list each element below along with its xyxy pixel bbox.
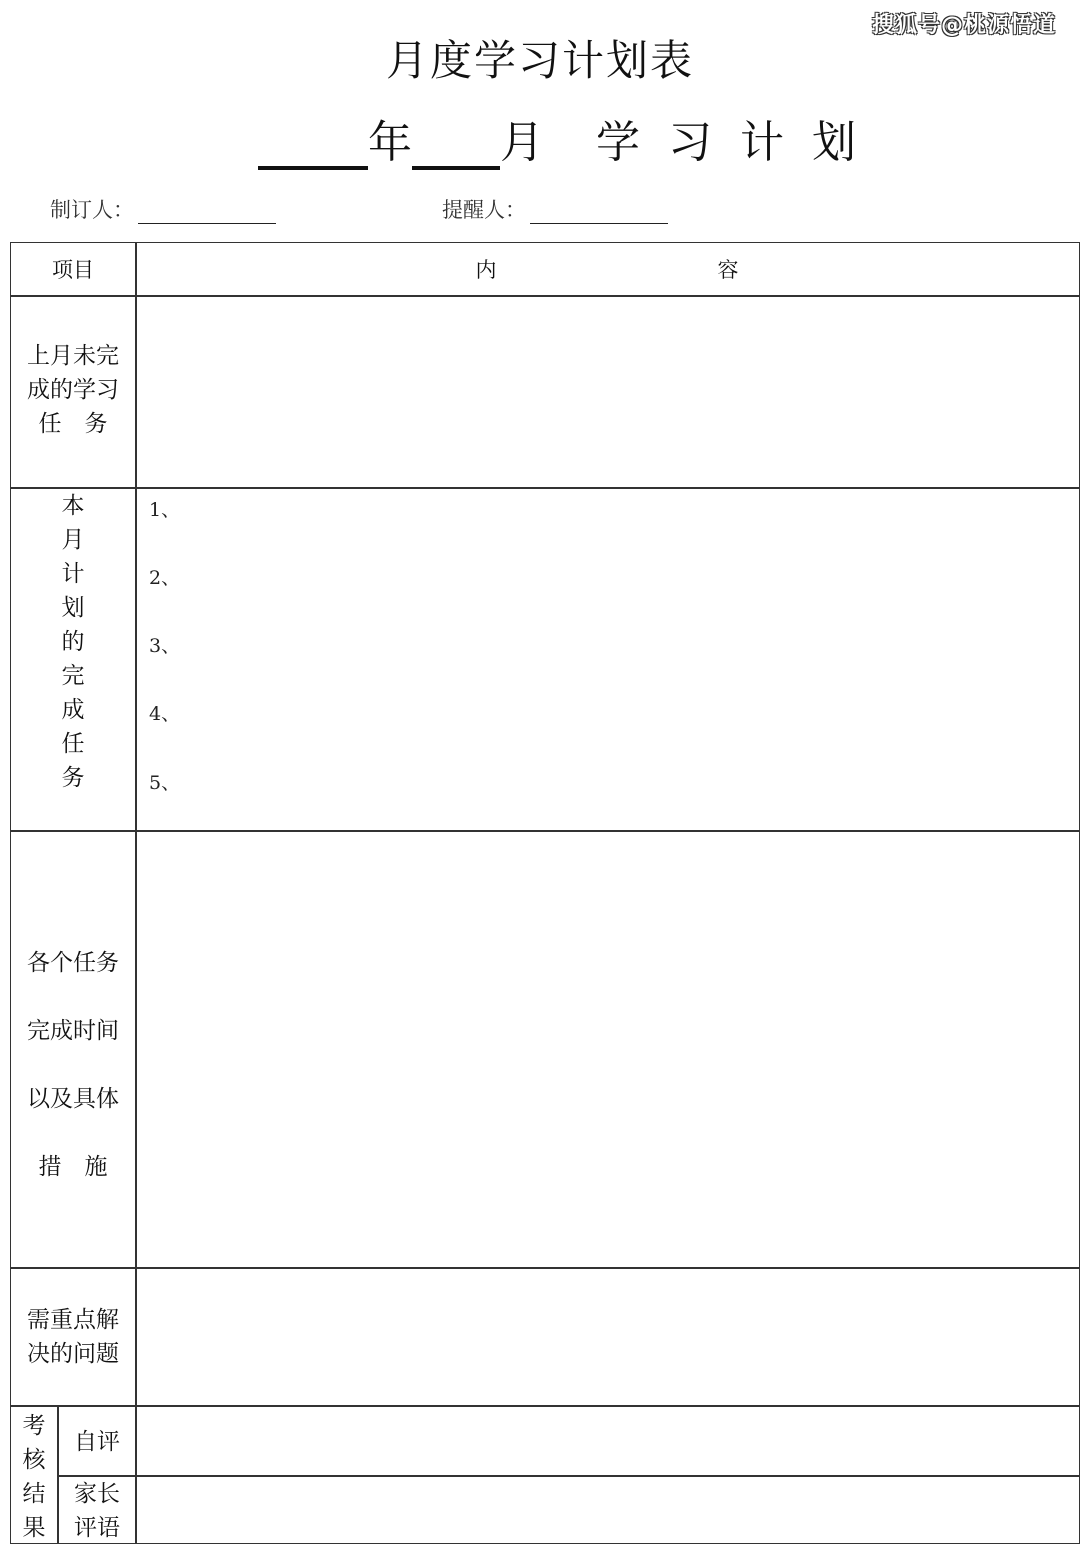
reminder-field-group: [442, 194, 668, 224]
assessment-char-1: 考: [22, 1413, 46, 1439]
header-content-part2: 容: [717, 258, 739, 282]
plan-header: [258, 110, 884, 170]
plan-table: [10, 242, 1080, 1544]
last-month-line-1: 上月未完: [27, 343, 119, 369]
task-item-2[interactable]: 2、: [149, 567, 181, 589]
assessment-char-2: 核: [22, 1447, 46, 1473]
header-content-part1: 内: [475, 258, 497, 282]
last-month-line-3: 任 务: [38, 411, 108, 437]
focus-problems-content-cell[interactable]: [137, 1269, 1077, 1403]
last-month-content-cell[interactable]: [137, 297, 1077, 485]
time-line-2: 完成时间: [27, 1018, 119, 1044]
self-eval-label: 自评: [74, 1429, 120, 1455]
month-blank-field[interactable]: [412, 120, 500, 170]
this-month-char-6: 完: [61, 663, 85, 689]
this-month-char-2: 月: [61, 527, 85, 553]
year-blank-field[interactable]: [258, 120, 368, 170]
time-line-3: 以及具体: [27, 1086, 119, 1112]
table-row-divider: [11, 487, 1079, 489]
watermark-text: 搜狐号@桃源悟道: [871, 13, 1056, 38]
this-month-char-8: 任: [61, 731, 85, 757]
reminder-blank-field[interactable]: [530, 201, 668, 224]
time-line-1: 各个任务: [27, 950, 119, 976]
this-month-char-9: 务: [61, 765, 85, 791]
plan-title: 学习计划: [596, 117, 884, 168]
this-month-char-1: 本: [61, 493, 85, 519]
row-assessment-label: [11, 1409, 57, 1545]
time-measures-content-cell[interactable]: [137, 832, 1077, 1265]
assessment-char-4: 果: [22, 1515, 46, 1541]
this-month-char-7: 成: [61, 697, 85, 723]
parent-line-2: 评语: [74, 1515, 120, 1541]
this-month-char-3: 计: [61, 561, 85, 587]
assessment-char-3: 结: [22, 1481, 46, 1507]
reminder-label: 提醒人：: [442, 198, 526, 222]
page-title: 月度学习计划表: [385, 36, 694, 85]
this-month-char-5: 的: [61, 629, 85, 655]
task-item-3[interactable]: 3、: [149, 635, 181, 657]
maker-blank-field[interactable]: [138, 201, 276, 224]
task-item-4[interactable]: 4、: [149, 703, 181, 725]
row-time-measures-label: [11, 929, 135, 1201]
parent-line-1: 家长: [74, 1481, 120, 1507]
this-month-char-4: 划: [61, 595, 85, 621]
maker-label: 制订人：: [50, 198, 134, 222]
parent-comment-content-cell[interactable]: [137, 1477, 1077, 1541]
row-focus-problems-label: [11, 1303, 135, 1371]
self-eval-content-cell[interactable]: [137, 1407, 1077, 1473]
focus-line-1: 需重点解: [27, 1307, 119, 1333]
focus-line-2: 决的问题: [27, 1341, 119, 1367]
header-project: 项目: [52, 258, 94, 282]
task-item-5[interactable]: 5、: [149, 772, 181, 794]
row-last-month-label: [11, 339, 135, 441]
maker-field-group: [50, 194, 276, 224]
last-month-line-2: 成的学习: [27, 377, 119, 403]
task-item-1[interactable]: 1、: [149, 499, 181, 521]
parent-comment-label: [59, 1477, 135, 1545]
month-label: 月: [500, 117, 544, 168]
row-this-month-label: [11, 489, 135, 795]
time-line-4: 措 施: [38, 1154, 108, 1180]
year-label: 年: [368, 117, 412, 168]
